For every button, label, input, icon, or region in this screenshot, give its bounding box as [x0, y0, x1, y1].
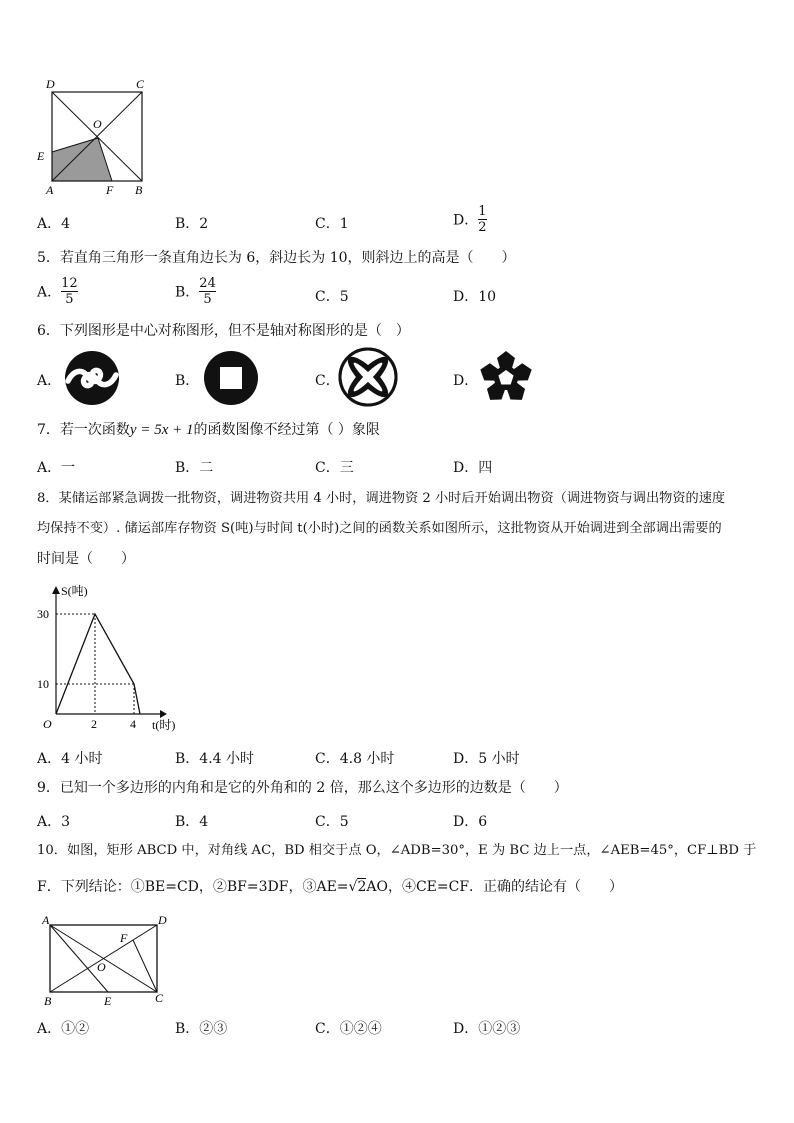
option-letter: C． [315, 460, 340, 476]
q5-option-a[interactable] [37, 276, 78, 307]
q5-text: 5．若直角三角形一条直角边长为 6，斜边长为 10，则斜边上的高是（ ） [37, 250, 516, 266]
q10-label-o: O [97, 960, 106, 974]
option-letter: A． [37, 216, 62, 232]
q10-line-ae [50, 925, 108, 992]
q9-option-c[interactable] [315, 811, 349, 831]
option-text: 10 [478, 289, 497, 305]
q10-text-line2-b: AO，④CE=CF．正确的结论有（ ） [366, 879, 624, 895]
option-letter: A． [37, 284, 62, 301]
option-letter: C． [315, 289, 340, 305]
option-letter: D． [453, 751, 479, 767]
q8-text-line3: 时间是（ ） [37, 551, 135, 567]
fraction [478, 204, 486, 235]
q4-option-b[interactable] [175, 213, 208, 233]
q8-y-axis-arrow [52, 586, 60, 594]
q4-label-f: F [106, 183, 114, 197]
q9-option-a[interactable] [37, 811, 70, 831]
option-letter: B． [175, 284, 200, 301]
q10-label-d: D [158, 913, 167, 927]
option-text: 6 [478, 814, 488, 830]
q4-shaded-region [52, 138, 112, 181]
q6-option-c-label[interactable]: C． [315, 373, 340, 389]
q8-origin: O [43, 717, 52, 731]
q6-text: 6．下列图形是中心对称图形，但不是轴对称图形的是（ ） [37, 323, 410, 339]
q6-option-d-figure[interactable] [478, 350, 534, 406]
option-letter: C． [315, 751, 340, 767]
q8-y-label: S(吨) [61, 584, 88, 598]
option-text: 5 [339, 814, 349, 830]
q10-text-line2-a: F．下列结论：①BE=CD，②BF=3DF，③AE= [37, 879, 349, 895]
q4-option-c[interactable] [315, 213, 349, 233]
q8-option-d[interactable] [453, 748, 520, 768]
option-letter: C． [315, 216, 340, 232]
option-letter: B． [175, 216, 200, 232]
q7-option-c[interactable] [315, 457, 354, 477]
q4-figure [34, 74, 154, 199]
q4-label-o: O [93, 117, 102, 131]
option-letter: B． [175, 460, 200, 476]
q10-option-a[interactable] [37, 1018, 89, 1038]
q8-x-tick-4: 4 [130, 717, 136, 731]
option-letter: A． [37, 460, 62, 476]
fraction-denominator: 2 [478, 220, 487, 235]
q5-option-d[interactable] [453, 286, 496, 306]
fraction [199, 276, 216, 307]
option-letter: A． [37, 1021, 62, 1037]
q8-x-label: t(时) [152, 718, 176, 732]
option-letter: A． [37, 814, 62, 830]
q5-option-b[interactable] [175, 276, 216, 307]
q6-option-a-label[interactable]: A． [37, 373, 62, 389]
option-text: 4 小时 [61, 751, 103, 767]
q4-label-b: B [135, 183, 143, 197]
q4-option-a[interactable] [37, 213, 70, 233]
q4-label-e: E [37, 149, 45, 163]
q8-y-tick-30: 30 [37, 607, 49, 621]
q4-label-c: C [136, 77, 145, 91]
option-text: 1 [339, 216, 349, 232]
q7-text-before: 7．若一次函数 [37, 422, 130, 438]
sqrt-radicand: 2 [357, 879, 367, 895]
option-text: 4 [61, 216, 71, 232]
q8-function-line [56, 614, 140, 714]
option-letter: B． [175, 814, 200, 830]
option-text: 2 [199, 216, 209, 232]
q7-option-a[interactable] [37, 457, 75, 477]
fraction-numerator: 12 [61, 276, 78, 291]
option-letter: D． [453, 212, 479, 229]
q9-text: 9．已知一个多边形的内角和是它的外角和的 2 倍，那么这个多边形的边数是（ ） [37, 780, 568, 796]
option-text: 一 [61, 460, 76, 476]
option-text: ①② [61, 1021, 90, 1037]
q4-label-d: D [46, 77, 55, 91]
option-letter: B． [175, 751, 200, 767]
q10-label-e: E [104, 994, 112, 1008]
q10-text-line2 [37, 878, 623, 896]
option-text: ②③ [199, 1021, 228, 1037]
option-letter: D． [453, 460, 479, 476]
fraction-numerator: 24 [199, 276, 216, 291]
q8-text-line1: 8．某储运部紧急调拨一批物资，调进物资共用 4 小时，调进物资 2 小时后开始调出物资（调进物资与调出物资的速度 [37, 491, 726, 506]
q8-graph [34, 580, 184, 735]
option-letter: C． [315, 814, 340, 830]
q7-formula: y = 5x + 1 [129, 422, 194, 438]
option-text: 3 [61, 814, 71, 830]
q6-option-b-figure[interactable] [203, 350, 259, 406]
q10-text-line1: 10．如图，矩形 ABCD 中，对角线 AC，BD 相交于点 O，∠ADB=30°，E 为 BC 边上一点，∠AEB=45°，CF⊥BD 于 [37, 843, 757, 858]
fraction-denominator: 5 [203, 292, 212, 307]
q8-option-c[interactable] [315, 748, 394, 768]
option-text: 4 [199, 814, 209, 830]
option-letter: D． [453, 814, 479, 830]
option-text: ①②④ [339, 1021, 382, 1037]
q10-figure [36, 910, 176, 1008]
q10-label-c: C [155, 991, 164, 1005]
q4-label-a: A [46, 183, 54, 197]
q6-option-c-figure[interactable] [338, 347, 398, 407]
q8-option-a[interactable] [37, 748, 102, 768]
q10-option-c[interactable] [315, 1018, 382, 1038]
option-text: 5 [339, 289, 349, 305]
q10-label-f: F [120, 931, 128, 945]
option-text: 三 [339, 460, 354, 476]
q6-option-d-label[interactable]: D． [453, 373, 479, 389]
option-text: 5 小时 [478, 751, 520, 767]
q7-text [37, 421, 380, 439]
option-text: 4.8 小时 [339, 751, 395, 767]
q4-option-d[interactable] [453, 204, 487, 235]
option-text: 4.4 小时 [199, 751, 255, 767]
q6-option-b-label[interactable]: B． [175, 373, 200, 389]
q7-option-b[interactable] [175, 457, 213, 477]
fraction-numerator: 1 [478, 204, 487, 219]
q10-option-b[interactable] [175, 1018, 227, 1038]
q8-option-b[interactable] [175, 748, 254, 768]
option-letter: D． [453, 1021, 479, 1037]
q9-option-b[interactable] [175, 811, 208, 831]
q7-option-d[interactable] [453, 457, 492, 477]
q10-label-a: A [42, 913, 50, 927]
fraction-denominator: 5 [65, 292, 74, 307]
q8-x-tick-2: 2 [91, 717, 97, 731]
option-text: ①②③ [478, 1021, 521, 1037]
q8-text-line2: 均保持不变）. 储运部库存物资 S(吨)与时间 t(小时)之间的函数关系如图所示，这批物资从开始调进到全部调出需要的 [37, 521, 722, 536]
option-letter: B． [175, 1021, 200, 1037]
q6-option-a-figure[interactable] [64, 350, 120, 406]
q9-option-d[interactable] [453, 811, 487, 831]
q7-text-after: 的函数图像不经过第（ ）象限 [193, 422, 380, 438]
q8-y-tick-10: 10 [37, 677, 49, 691]
option-text: 二 [199, 460, 214, 476]
option-letter: A． [37, 751, 62, 767]
q10-option-d[interactable] [453, 1018, 520, 1038]
sqrt-sign: √ [348, 879, 358, 895]
option-letter: C． [315, 1021, 340, 1037]
q5-option-c[interactable] [315, 286, 349, 306]
option-letter: D． [453, 289, 479, 305]
q10-label-b: B [44, 994, 52, 1008]
q8-x-axis-arrow [160, 710, 167, 718]
option-text: 四 [478, 460, 493, 476]
fraction [61, 276, 78, 307]
